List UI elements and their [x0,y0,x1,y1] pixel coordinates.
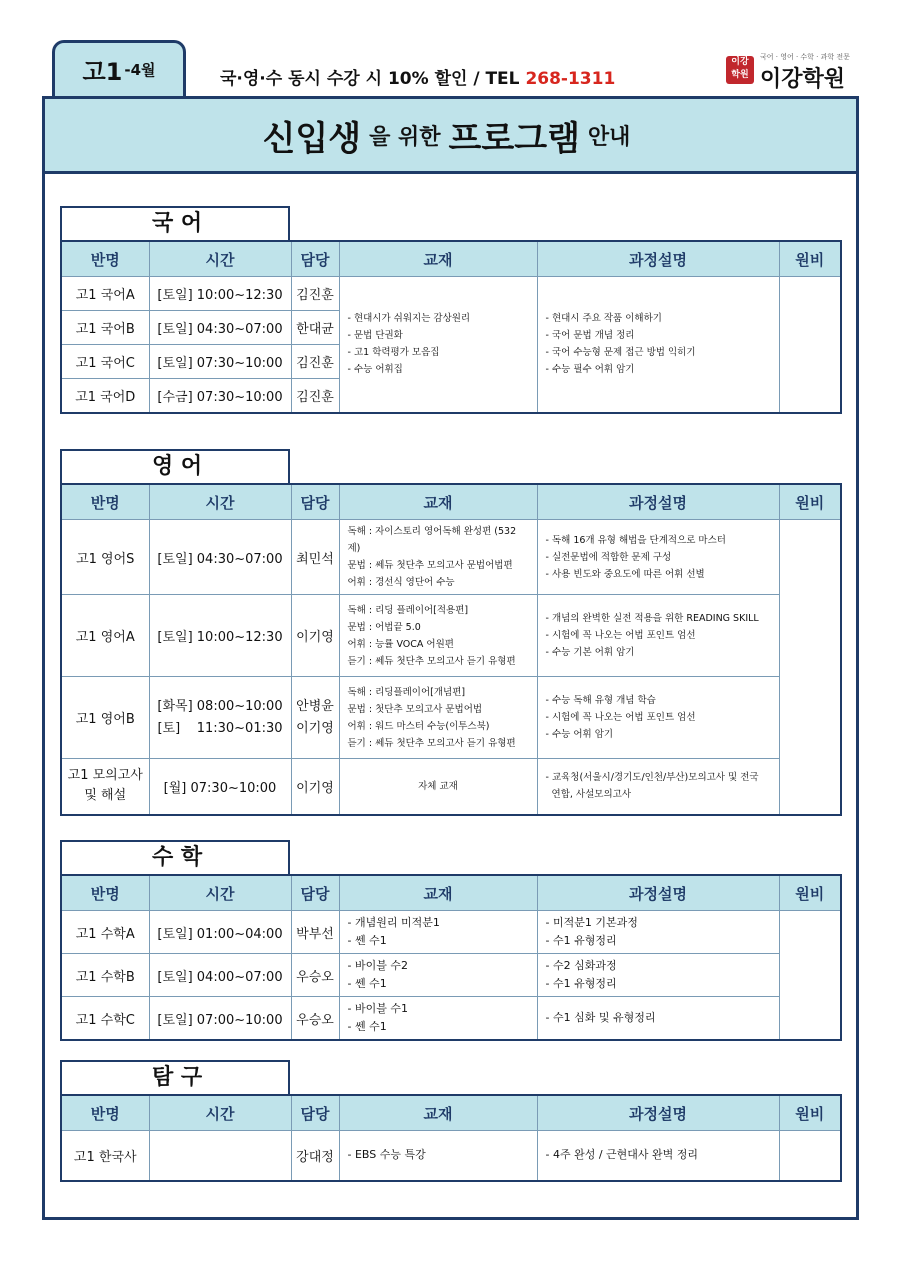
class-cell: 고1 영어B [61,677,149,759]
teacher-cell: 한대균 [291,311,339,345]
title-part-1: 신입생 [262,118,362,159]
textbook-line: 독해 : 리딩 플레이어[적용편] [347,604,469,616]
title-part-2: 을 위한 [369,124,441,150]
table-row [61,677,841,759]
table-row [61,520,841,595]
korean-table [60,240,842,414]
time-cell: [토일] 04:00~07:00 [149,954,291,997]
textbook-line: - 개념원리 미적분1 [347,916,440,929]
textbook-cell [339,997,537,1041]
table-row [61,595,841,677]
table-row [61,1131,841,1181]
teacher-cell: 우승오 [291,997,339,1041]
description-line: - 국어 수능형 문제 접근 방법 익히기 [545,347,696,359]
section-title: 탐 구 [60,1060,290,1094]
textbook-line: - 쎈 수1 [347,934,387,947]
textbook-line: 독해 : 자이스토리 영어독해 완성편 (532제) [347,526,517,554]
section-title: 수 학 [60,840,290,874]
class-cell: 고1 국어D [61,379,149,413]
description-line: - 현대시 주요 작품 이해하기 [545,313,662,325]
textbook-line: 문법 : 어법끝 5.0 [347,621,421,633]
fee-cell [779,520,841,815]
table-header-row [61,875,841,911]
teacher-line: 이기영 [296,720,334,736]
table-header-row [61,484,841,520]
time-cell: [토일] 04:30~07:00 [149,520,291,595]
description-line: 연합, 사설모의고사 [545,789,631,801]
logo-seal-icon: 이강 학원 [726,56,754,84]
description-cell [537,677,779,759]
teacher-cell: 김진훈 [291,345,339,379]
col-header-time: 시간 [149,1095,291,1131]
col-header-description: 과정설명 [537,875,779,911]
textbook-line: - 수능 어휘집 [347,364,403,376]
description-line: - 국어 문법 개념 정리 [545,330,635,342]
col-header-textbook: 교재 [339,875,537,911]
teacher-cell: 우승오 [291,954,339,997]
textbook-line: 어휘 : 경선식 영단어 수능 [347,577,455,588]
description-line: - 교육청(서울시/경기도/인천/부산)모의고사 및 전국 [545,772,759,784]
col-header-time: 시간 [149,484,291,520]
teacher-cell: 김진훈 [291,277,339,311]
time-cell: [수금] 07:30~10:00 [149,379,291,413]
description-line: - 시험에 꼭 나오는 어법 포인트 엄선 [545,712,696,723]
class-cell: 고1 수학C [61,997,149,1041]
teacher-cell: 강대정 [291,1131,339,1181]
page-title [45,99,856,174]
description-line: - 수능 어휘 암기 [545,729,614,740]
class-cell: 고1 한국사 [61,1131,149,1181]
table-row [61,911,841,954]
textbook-cell [339,277,537,413]
teacher-cell: 박부선 [291,911,339,954]
col-header-class: 반명 [61,1095,149,1131]
col-header-textbook: 교재 [339,1095,537,1131]
section-math [60,840,840,1033]
description-line: - 수2 심화과정 [545,959,617,972]
col-header-class: 반명 [61,241,149,277]
description-cell [537,759,779,815]
textbook-line: - 바이블 수1 [347,1002,408,1015]
description-line: - 수능 필수 어휘 암기 [545,364,635,376]
description-line: - 개념의 완벽한 실전 적용을 위한 READING SKILL [545,613,759,624]
class-line: 및 해설 [84,788,127,804]
section-korean [60,206,840,414]
textbook-cell [339,520,537,595]
description-line: - 수능 독해 유형 개념 학습 [545,695,656,706]
textbook-line: 독해 : 리딩플레이어[개념편] [347,686,466,698]
textbook-cell [339,954,537,997]
promo-text [220,64,615,89]
time-cell [149,1131,291,1181]
textbook-cell: 자체 교재 [339,759,537,815]
col-header-teacher: 담당 [291,875,339,911]
month-label: -4월 [124,61,156,79]
fee-cell [779,911,841,1041]
description-cell: - 4주 완성 / 근현대사 완벽 정리 [537,1131,779,1181]
col-header-description: 과정설명 [537,241,779,277]
description-line: - 실전문법에 적합한 문제 구성 [545,551,672,563]
time-cell: [토일] 07:00~10:00 [149,997,291,1041]
grade-label: 고1 [82,58,123,86]
fee-cell [779,1131,841,1181]
col-header-fee: 원비 [779,484,841,520]
title-part-3: 프로그램 [448,118,580,159]
description-cell [537,595,779,677]
textbook-cell [339,911,537,954]
english-table [60,483,842,816]
class-cell: 고1 수학B [61,954,149,997]
section-english [60,449,840,805]
col-header-time: 시간 [149,875,291,911]
col-header-teacher: 담당 [291,484,339,520]
col-header-teacher: 담당 [291,1095,339,1131]
textbook-cell [339,677,537,759]
col-header-fee: 원비 [779,241,841,277]
time-cell: [월] 07:30~10:00 [149,759,291,815]
col-header-description: 과정설명 [537,484,779,520]
class-cell: 고1 수학A [61,911,149,954]
section-title: 영 어 [60,449,290,483]
description-line: - 시험에 꼭 나오는 어법 포인트 엄선 [545,630,696,641]
time-cell: [토일] 07:30~10:00 [149,345,291,379]
textbook-line: - 문법 단권화 [347,330,403,342]
class-cell [61,759,149,815]
textbook-line: 어휘 : 능률 VOCA 어원편 [347,638,454,650]
textbook-line: 듣기 : 쎄듀 첫단추 모의고사 듣기 유형편 [347,737,516,749]
time-line: [토] 11:30~01:30 [157,720,283,736]
title-part-4: 안내 [587,124,631,150]
description-line: - 수1 유형정리 [545,977,617,990]
col-header-time: 시간 [149,241,291,277]
textbook-line: - 고1 학력평가 모음집 [347,347,440,359]
description-cell [537,520,779,595]
col-header-description: 과정설명 [537,1095,779,1131]
description-line: - 수능 기본 어휘 암기 [545,647,635,658]
description-cell [537,954,779,997]
col-header-fee: 원비 [779,1095,841,1131]
description-line: - 독해 16개 유형 해법을 단계적으로 마스터 [545,534,726,546]
class-cell: 고1 국어B [61,311,149,345]
table-header-row [61,1095,841,1131]
teacher-cell [291,677,339,759]
inquiry-table [60,1094,842,1182]
class-cell: 고1 국어C [61,345,149,379]
col-header-textbook: 교재 [339,241,537,277]
teacher-cell: 최민석 [291,520,339,595]
textbook-line: 문법 : 쎄듀 첫단추 모의고사 문법어법편 [347,560,513,571]
table-row [61,954,841,997]
textbook-line: - 쎈 수1 [347,1020,387,1033]
teacher-cell: 김진훈 [291,379,339,413]
class-cell: 고1 영어S [61,520,149,595]
col-header-class: 반명 [61,484,149,520]
description-cell [537,911,779,954]
textbook-cell [339,595,537,677]
class-cell: 고1 국어A [61,277,149,311]
description-cell [537,277,779,413]
section-title: 국 어 [60,206,290,240]
academy-logo [726,52,856,92]
class-cell: 고1 영어A [61,595,149,677]
time-cell: [토일] 01:00~04:00 [149,911,291,954]
promo-label: 국·영·수 동시 수강 시 10% 할인 / TEL [220,69,526,89]
logo-name: 이강학원 [760,66,846,92]
teacher-line: 안병윤 [296,698,334,714]
table-header-row [61,241,841,277]
phone-number: 268-1311 [525,69,616,89]
col-header-class: 반명 [61,875,149,911]
time-cell: [토일] 10:00~12:30 [149,277,291,311]
teacher-cell: 이기영 [291,595,339,677]
textbook-line: - 바이블 수2 [347,959,408,972]
col-header-teacher: 담당 [291,241,339,277]
col-header-textbook: 교재 [339,484,537,520]
textbook-line: 어휘 : 워드 마스터 수능(이투스북) [347,720,490,732]
table-row [61,277,841,311]
textbook-line: - 현대시가 쉬워지는 감상원리 [347,313,471,325]
description-line: - 수1 유형정리 [545,934,617,947]
textbook-line: 듣기 : 쎄듀 첫단추 모의고사 듣기 유형편 [347,655,516,667]
col-header-fee: 원비 [779,875,841,911]
class-line: 고1 모의고사 [67,768,143,784]
section-inquiry [60,1060,840,1182]
grade-tab [52,40,186,96]
description-line: - 미적분1 기본과정 [545,916,638,929]
table-row [61,997,841,1041]
fee-cell [779,277,841,413]
teacher-cell: 이기영 [291,759,339,815]
time-cell: [토일] 04:30~07:00 [149,311,291,345]
math-table [60,874,842,1041]
logo-subtitle: 국어 · 영어 · 수학 · 과학 전문 [760,53,850,61]
textbook-line: 문법 : 첫단추 모의고사 문법어법 [347,703,483,715]
description-line: - 사용 빈도와 중요도에 따른 어휘 선별 [545,568,705,580]
description-cell: - 수1 심화 및 유형정리 [537,997,779,1041]
time-line: [화목] 08:00~10:00 [157,698,283,714]
time-cell: [토일] 10:00~12:30 [149,595,291,677]
textbook-cell: - EBS 수능 특강 [339,1131,537,1181]
textbook-line: - 쎈 수1 [347,977,387,990]
table-row [61,759,841,815]
time-cell [149,677,291,759]
